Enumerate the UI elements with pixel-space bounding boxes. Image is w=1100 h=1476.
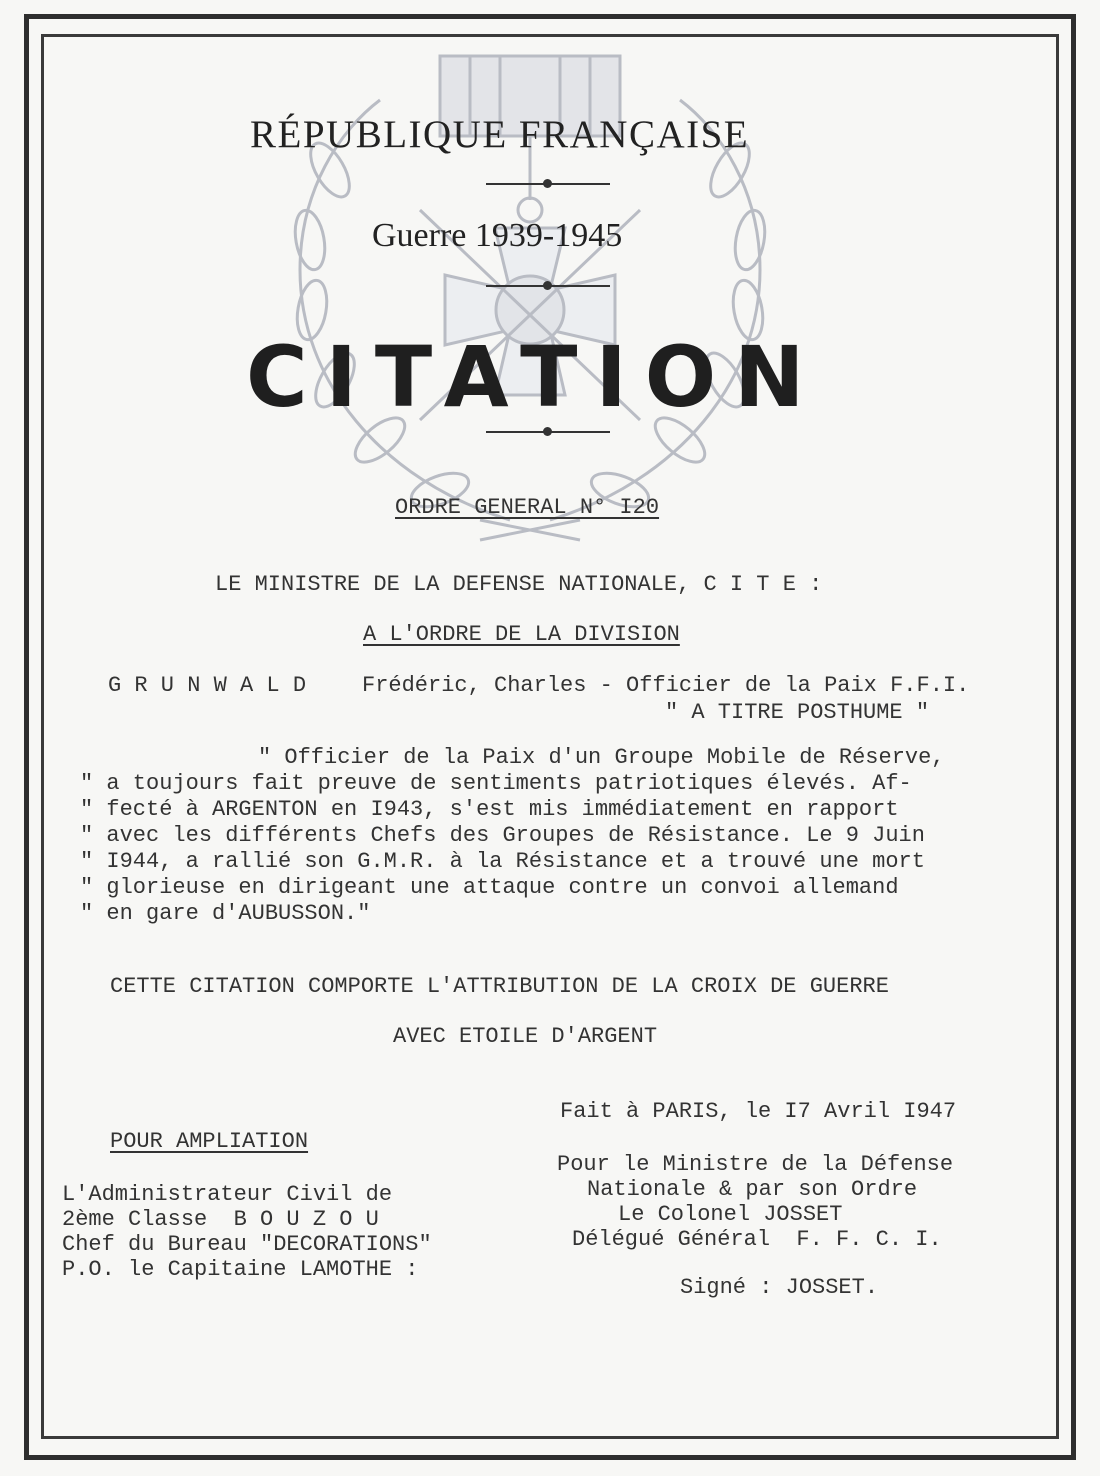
ampliation-line: Chef du Bureau "DECORATIONS"	[62, 1232, 432, 1257]
recipient-details: Frédéric, Charles - Officier de la Paix F.F.I.	[362, 673, 970, 698]
citation-line: " en gare d'AUBUSSON."	[80, 901, 371, 926]
place-date: Fait à PARIS, le I7 Avril I947	[560, 1099, 957, 1124]
citation-line: " I944, a rallié son G.M.R. à la Résistance et a trouvé une mort	[80, 849, 925, 874]
ampliation-line: P.O. le Capitaine LAMOTHE :	[62, 1257, 419, 1282]
ampliation-heading: POUR AMPLIATION	[110, 1129, 309, 1154]
ampliation-line: L'Administrateur Civil de	[62, 1182, 393, 1207]
recipient-surname: G R U N W A L D	[108, 673, 307, 698]
citation-level: A L'ORDRE DE LA DIVISION	[363, 622, 680, 647]
posthumous-note: " A TITRE POSTHUME "	[665, 700, 930, 725]
citation-line: " glorieuse en dirigeant une attaque contre un convoi allemand	[80, 875, 899, 900]
divider-dot	[543, 179, 552, 188]
award-line: CETTE CITATION COMPORTE L'ATTRIBUTION DE LA CROIX DE GUERRE	[110, 974, 889, 999]
republic-heading: RÉPUBLIQUE FRANÇAISE	[250, 113, 750, 156]
signature-line: Délégué Général F. F. C. I.	[572, 1227, 942, 1252]
citation-line: " avec les différents Chefs des Groupes de Résistance. Le 9 Juin	[80, 823, 925, 848]
citation-title: CITATION	[246, 328, 823, 426]
ampliation-line: 2ème Classe B O U Z O U	[62, 1207, 379, 1232]
signature-line: Le Colonel JOSSET	[618, 1202, 843, 1227]
war-heading: Guerre 1939-1945	[372, 217, 623, 254]
divider-dot	[543, 281, 552, 290]
signature-line: Nationale & par son Ordre	[587, 1177, 918, 1202]
order-number: ORDRE GENERAL N° I20	[395, 495, 660, 520]
signed-line: Signé : JOSSET.	[680, 1275, 879, 1300]
citation-line: " Officier de la Paix d'un Groupe Mobile de Réserve,	[258, 745, 945, 770]
signature-line: Pour le Ministre de la Défense	[557, 1152, 954, 1177]
divider-dot	[543, 427, 552, 436]
minister-line: LE MINISTRE DE LA DEFENSE NATIONALE, C I T E :	[215, 572, 823, 597]
citation-line: " a toujours fait preuve de sentiments patriotiques élevés. Af-	[80, 771, 912, 796]
award-line: AVEC ETOILE D'ARGENT	[393, 1024, 658, 1049]
citation-line: " fecté à ARGENTON en I943, s'est mis immédiatement en rapport	[80, 797, 899, 822]
